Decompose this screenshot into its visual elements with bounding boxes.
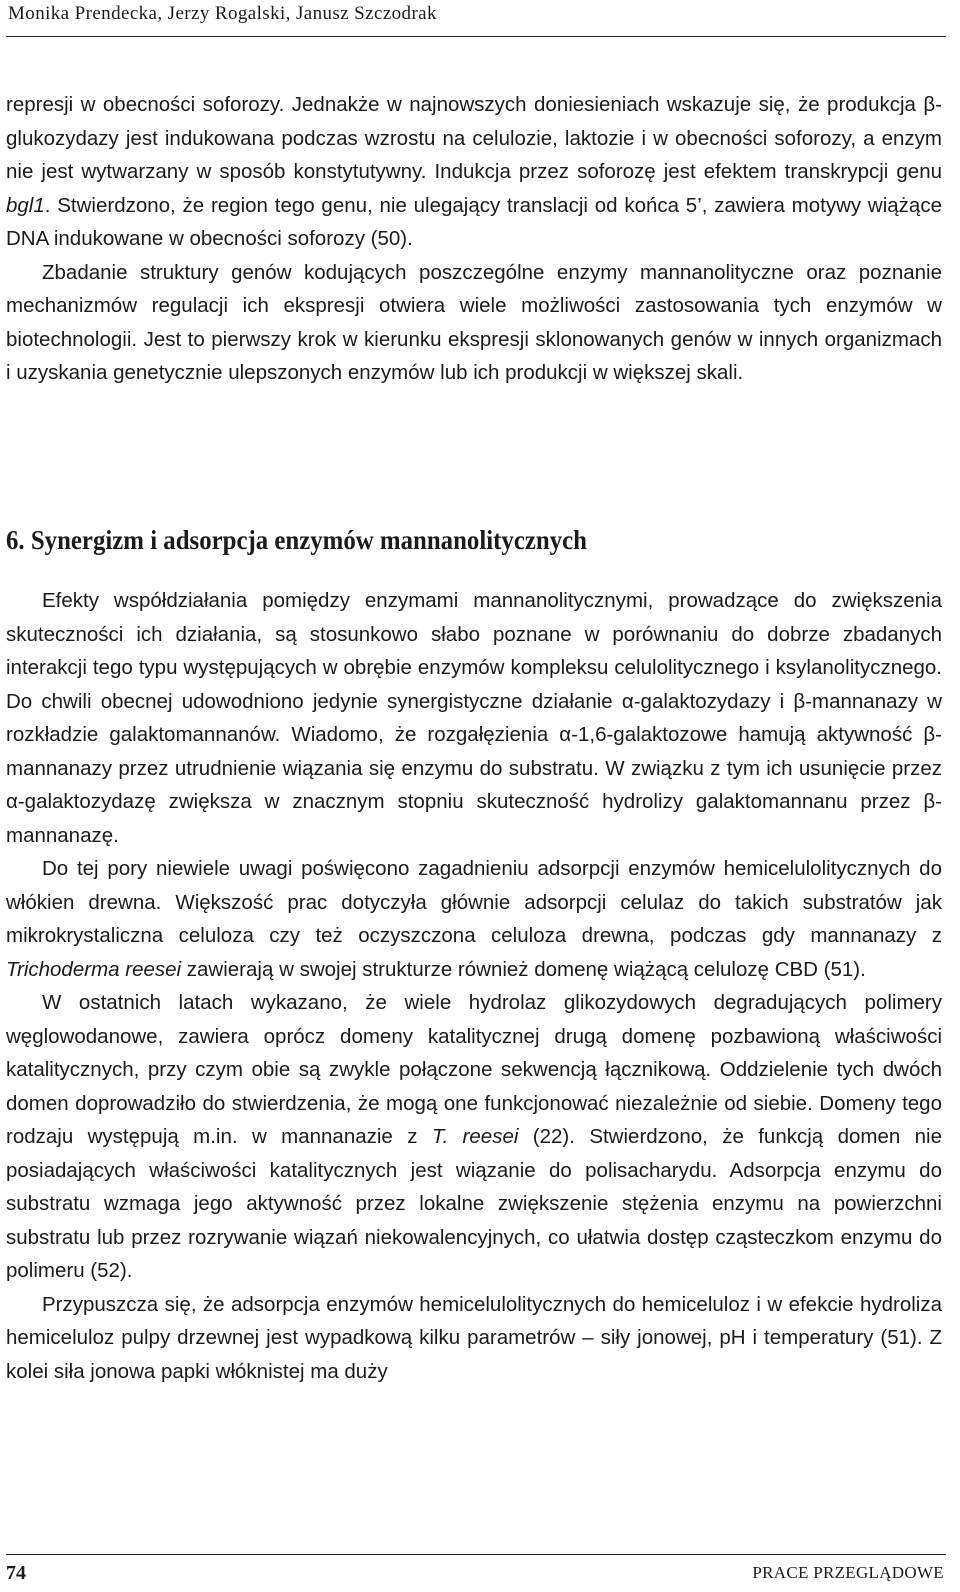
paragraph: [6, 852, 942, 986]
paragraph: Efekty współdziałania pomiędzy enzymami mannanolitycznymi, prowadzące do zwiększenia skuteczności ich działania, są stosunkowo słabo poznane w porównaniu do dobrze zbadanych interakcji tego typu występujących w obrębie enzymów kompleksu celulolitycznego i ksylanolitycznego. Do chwili obecnej udowodniono jedynie synergistyczne działanie α-galaktozydazy i β-mannanazy w rozkładzie galaktomannanów. Wiadomo, że rozgałęzienia α-1,6-galaktozowe hamują aktywność β-mannanazy przez utrudnienie wiązania się enzymu do substratu. W związku z tym ich usunięcie przez α-galaktozydazę zwiększa w znacznym stopniu skuteczność hydrolizy galaktomannanu przez β-mannanazę.: [6, 589, 942, 847]
page-number: 74: [6, 1562, 26, 1584]
journal-name: PRACE PRZEGLĄDOWE: [752, 1563, 944, 1582]
species-name: T. reesei: [431, 1125, 519, 1148]
paragraph-text: Do tej pory niewiele uwagi poświęcono zagadnieniu adsorpcji enzymów hemicelulolitycznych do włókien drewna. Większość prac dotyczyła głównie adsorpcji celulaz do takich substratów jak mikrokrystaliczna celuloza czy też oczyszczona celuloza drewna, podczas gdy mannanazy z: [6, 857, 942, 947]
running-head: Monika Prendecka, Jerzy Rogalski, Janusz Szczodrak: [8, 3, 437, 24]
text-block-section-6: [6, 584, 942, 1388]
paragraph: [6, 986, 942, 1288]
gene-name: bgl1: [6, 193, 45, 217]
text-block-top: [6, 88, 942, 390]
footer-rule: [6, 1554, 946, 1555]
paragraph-text: (22). Stwierdzono, że funkcją domen nie posiadających właściwości katalitycznych jest wiązanie do polisacharydu. Adsorpcja enzymu do substratu wzmaga jego aktywność przez lokalne zwiększenie stężenia enzymu na powierzchni substratu lub przez rozrywanie wiązań niekowalencyjnych, co ułatwia dostęp cząsteczkom enzymu do polimeru (52).: [6, 1125, 942, 1282]
species-name: Trichoderma reesei: [6, 957, 182, 981]
header-rule: [6, 36, 946, 37]
paragraph-text: . Stwierdzono, że region tego genu, nie ulegający translacji od końca 5’, zawiera motywy wiążące DNA indukowane w obecności soforozy (50).: [6, 193, 942, 250]
paragraph-text: represji w obecności soforozy. Jednakże w najnowszych doniesieniach wskazuje się, że produkcja β-glukozydazy jest indukowana podczas wzrostu na celulozie, laktozie i w obecności soforozy, a enzym nie jest wytwarzany w sposób konstytutywny. Indukcja przez soforozę jest efektem transkrypcji genu: [6, 93, 942, 183]
paragraph: Zbadanie struktury genów kodujących poszczególne enzymy mannanolityczne oraz poznanie mechanizmów regulacji ich ekspresji otwiera wiele możliwości zastosowania tych enzymów w biotechnologii. Jest to pierwszy krok w kierunku ekspresji sklonowanych genów w innych organizmach i uzyskania genetycznie ulepszonych enzymów lub ich produkcji w większej skali.: [6, 260, 942, 384]
paragraph-text: W ostatnich latach wykazano, że wiele hydrolaz glikozydowych degradujących polimery węglowodanowe, zawiera oprócz domeny katalitycznej drugą domenę pozbawioną właściwości katalitycznych, przy czym obie są zwykle połączone sekwencją łącznikową. Oddzielenie tych dwóch domen doprowadziło do stwierdzenia, że mogą one funkcjonować niezależnie od siebie. Domeny tego rodzaju występują m.in. w mannanazie z: [6, 991, 942, 1148]
paragraph-continued: [6, 88, 942, 256]
paragraph: Przypuszcza się, że adsorpcja enzymów hemicelulolitycznych do hemiceluloz i w efekcie hydroliza hemiceluloz pulpy drzewnej jest wypadkową kilku parametrów – siły jonowej, pH i temperatury (51). Z kolei siła jonowa papki włóknistej ma duży: [6, 1292, 942, 1383]
section-heading: 6. Synergizm i adsorpcja enzymów mannanolitycznych: [6, 525, 587, 555]
paragraph-text: zawierają w swojej strukturze również domenę wiążącą celulozę CBD (51).: [181, 957, 866, 981]
